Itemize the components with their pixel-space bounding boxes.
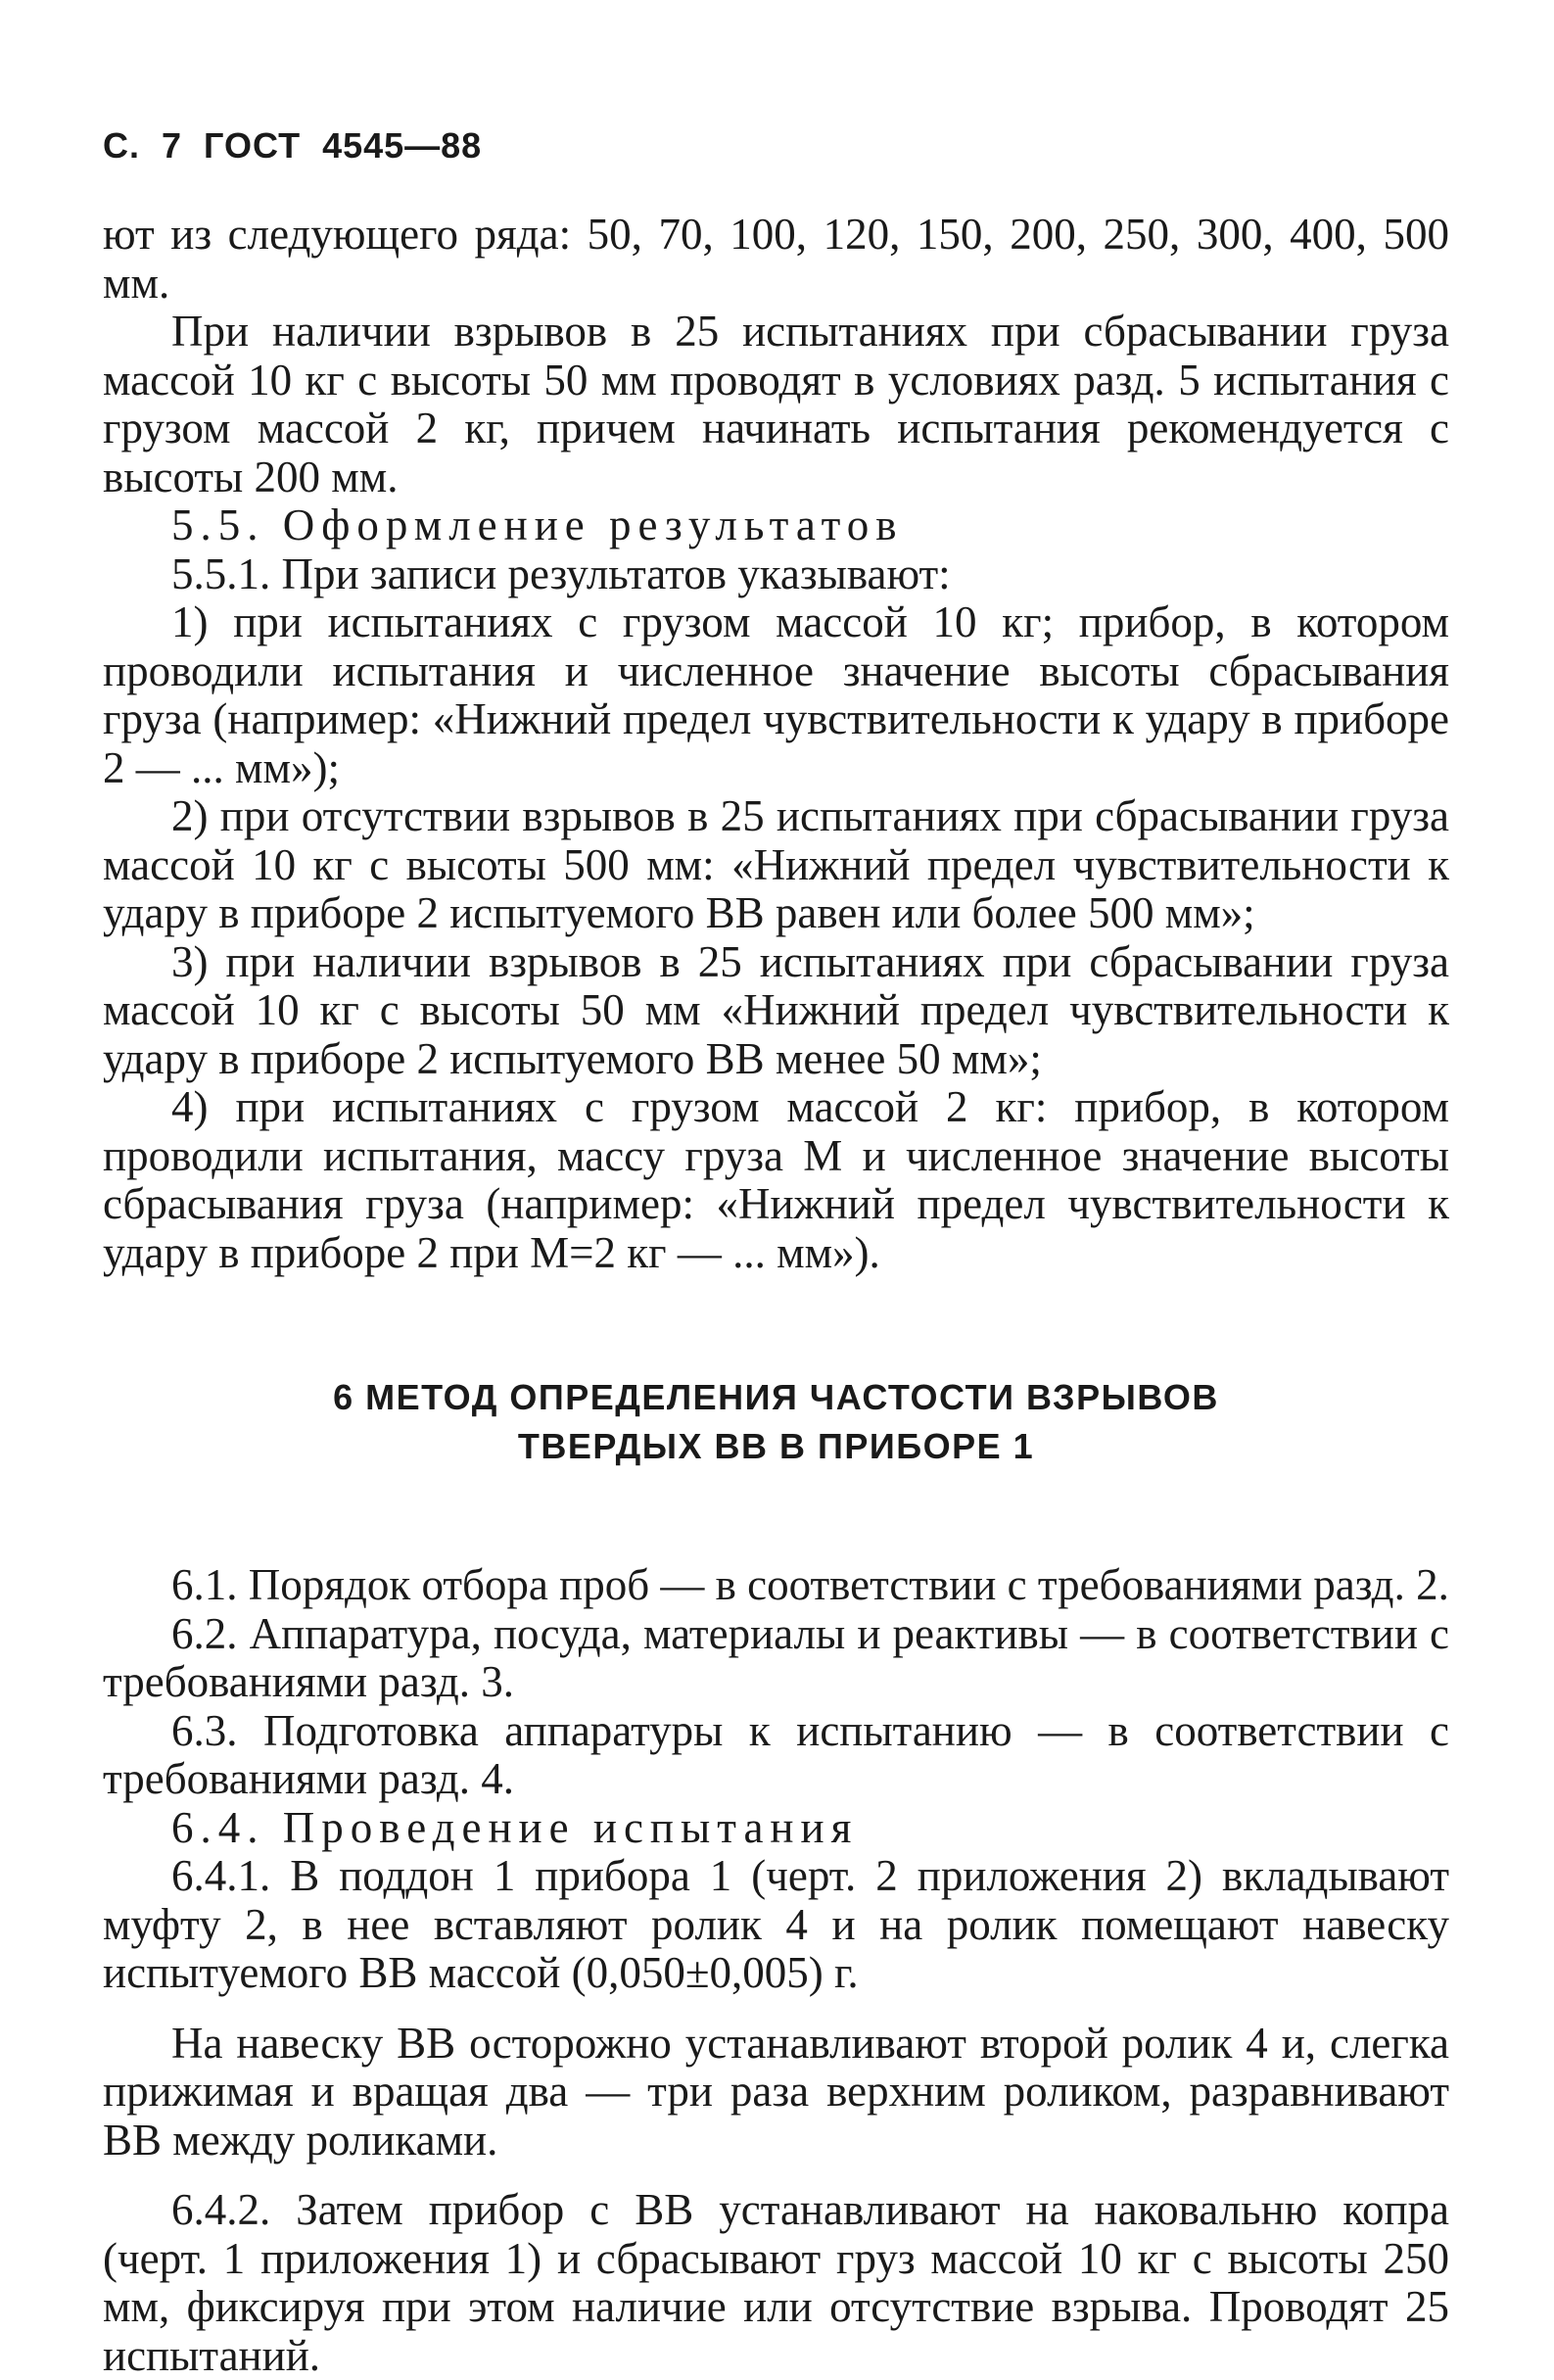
paragraph: 6.4.2. Затем прибор с ВВ устанавливают на наковальню копра (черт. 1 приложения 1) и сбрасывают груз массой 10 кг с высоты 250 мм, фиксируя при этом наличие или отсутствие взрыва. Проводят 25 испытаний. [103, 2185, 1449, 2380]
paragraph: 6.2. Аппаратура, посуда, материалы и реактивы — в соответствии с требованиями разд. 3. [103, 1608, 1449, 1706]
paragraph: 6.1. Порядок отбора проб — в соответствии с требованиями разд. 2. [171, 1560, 1449, 1609]
list-item: 3) при наличии взрывов в 25 испытаниях при сбрасывании груза массой 10 кг с высоты 50 мм «Нижний предел чувствительности к удару в приборе 2 испытуемого ВВ менее 50 мм»; [103, 936, 1449, 1083]
page-number: 7 [162, 125, 183, 166]
standard-label: ГОСТ [204, 125, 302, 166]
list-item: 2) при отсутствии взрывов в 25 испытаниях при сбрасывании груза массой 10 кг с высоты 500 мм: «Нижний предел чувствительности к удару в приборе 2 испытуемого ВВ равен или более 500 мм»; [103, 791, 1449, 937]
paragraph: При наличии взрывов в 25 испытаниях при сбрасывании груза массой 10 кг с высоты 50 мм проводят в условиях разд. 5 испытания с грузом массой 2 кг, причем начинать испытания рекомендуется с высоты 200 мм. [103, 307, 1449, 501]
paragraph-continuation: ют из следующего ряда: 50, 70, 100, 120, 150, 200, 250, 300, 400, 500 мм. [103, 210, 1449, 308]
standard-number: 4545—88 [322, 125, 483, 166]
page-label: С. [103, 125, 140, 166]
section-heading [103, 1373, 1449, 1471]
paragraph: На навеску ВВ осторожно устанавливают второй ролик 4 и, слегка прижимая и вращая два — три раза верхним роликом, разравнивают ВВ между роликами. [103, 2018, 1449, 2165]
section-heading-line1: 6 МЕТОД ОПРЕДЕЛЕНИЯ ЧАСТОСТИ ВЗРЫВОВ [333, 1377, 1219, 1417]
page-header [103, 125, 503, 167]
list-item: 1) при испытаниях с грузом массой 10 кг; прибор, в котором проводили испытания и численное значение высоты сбрасывания груза (например: «Нижний предел чувствительности к удару в приборе 2 — ... мм»); [103, 597, 1449, 792]
subsection-title: 6.4. Проведение испытания [171, 1802, 859, 1852]
paragraph: 6.3. Подготовка аппаратуры к испытанию — в соответствии с требованиями разд. 4. [103, 1705, 1449, 1803]
subsection-title: 5.5. Оформление результатов [171, 500, 904, 549]
paragraph: 5.5.1. При записи результатов указывают: [171, 548, 951, 598]
list-item: 4) при испытаниях с грузом массой 2 кг: прибор, в котором проводили испытания, массу груза М и численное значение высоты сбрасывания груза (например: «Нижний предел чувствительности к удару в приборе 2 при М=2 кг — ... мм»). [103, 1082, 1449, 1277]
document-body [103, 211, 1449, 2380]
paragraph: 6.4.1. В поддон 1 прибора 1 (черт. 2 приложения 2) вкладывают муфту 2, в нее вставляют ролик 4 и на ролик помещают навеску испытуемого ВВ массой (0,050±0,005) г. [103, 1851, 1449, 1997]
section-heading-line2: ТВЕРДЫХ ВВ В ПРИБОРЕ 1 [517, 1426, 1035, 1466]
